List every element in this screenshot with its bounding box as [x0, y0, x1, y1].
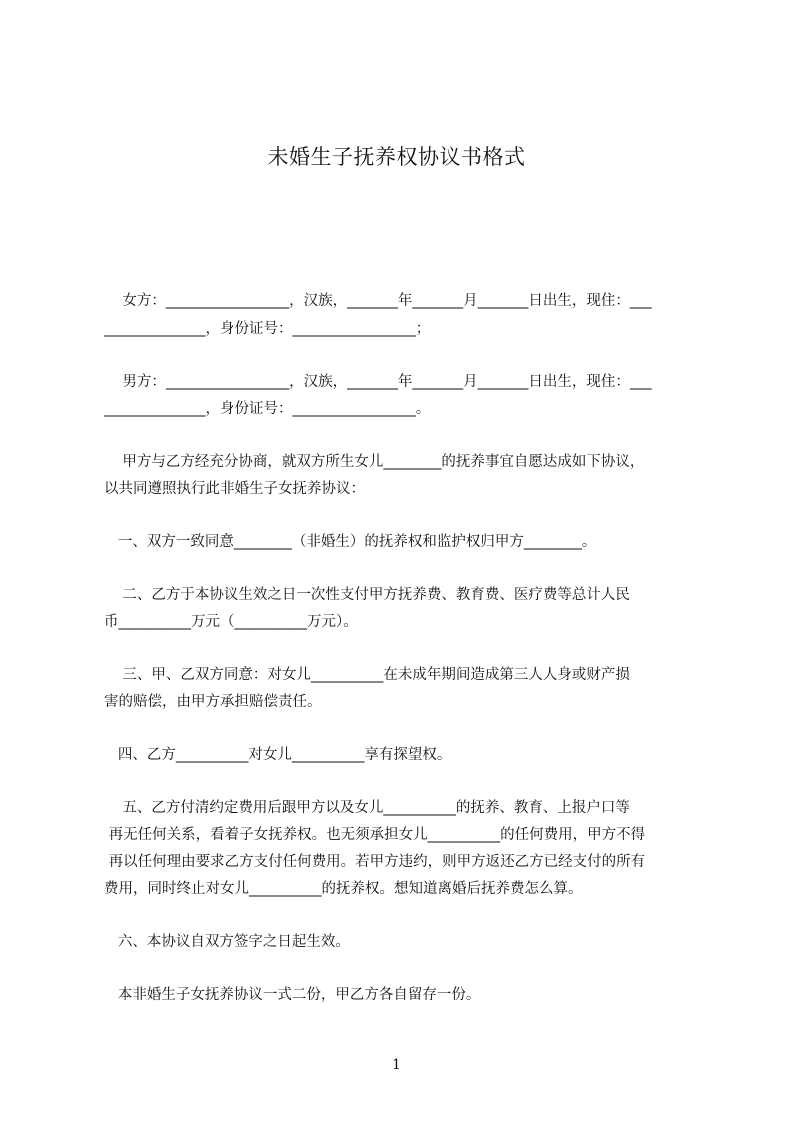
- clause-three-line-1: 三、甲、乙双方同意：对女儿__________在未成年期间造成第三人人身或财产损: [104, 667, 630, 683]
- clause-six: 六、本协议自双方签字之日起生效。: [104, 934, 350, 950]
- paragraph-line-male-id: ______________，身份证号：_________________。: [104, 401, 431, 417]
- paragraph-line-female-party: 女方：_________________，汉族，_______年_______月_______日出生，现住：___: [104, 293, 652, 309]
- paragraph-line-intro-1: 甲方与乙方经充分协商，就双方所生女儿________的抚养事宜自愿达成如下协议，: [104, 454, 645, 470]
- clause-three-line-2: 害的赔偿，由甲方承担赔偿责任。: [104, 694, 322, 710]
- document-title: 未婚生子抚养权协议书格式: [267, 145, 526, 169]
- clause-two-line-1: 二、乙方于本协议生效之日一次性支付甲方抚养费、教育费、医疗费等总计人民: [104, 587, 630, 603]
- clause-five-line-1: 五、乙方付清约定费用后跟甲方以及女儿__________的抚养、教育、上报户口等: [104, 800, 630, 816]
- clause-five-line-4: 费用，同时终止对女儿__________的抚养权。想知道离婚后抚养费怎么算。: [104, 881, 583, 897]
- page-number: 1: [392, 1057, 401, 1073]
- clause-one: 一、双方一致同意________（非婚生）的抚养权和监护权归甲方________。: [104, 534, 597, 550]
- clause-five-line-2: 再无任何关系，看着子女抚养权。也无须承担女儿__________的任何费用，甲方不得: [104, 827, 646, 843]
- clause-four: 四、乙方__________对女儿__________享有探望权。: [104, 747, 452, 763]
- clause-two-line-2: 币__________万元（__________万元）。: [104, 614, 358, 630]
- paragraph-line-intro-2: 以共同遵照执行此非婚生子女抚养协议：: [104, 481, 365, 497]
- clause-five-line-3: 再以任何理由要求乙方支付任何费用。若甲方违约，则甲方返还乙方已经支付的所有: [104, 854, 646, 870]
- closing-line: 本非婚生子女抚养协议一式二份，甲乙方各自留存一份。: [104, 987, 481, 1003]
- paragraph-line-male-party: 男方：_________________，汉族，_______年_______月_______日出生，现住：___: [104, 374, 652, 390]
- paragraph-line-female-id: ______________，身份证号：_________________；: [104, 321, 431, 337]
